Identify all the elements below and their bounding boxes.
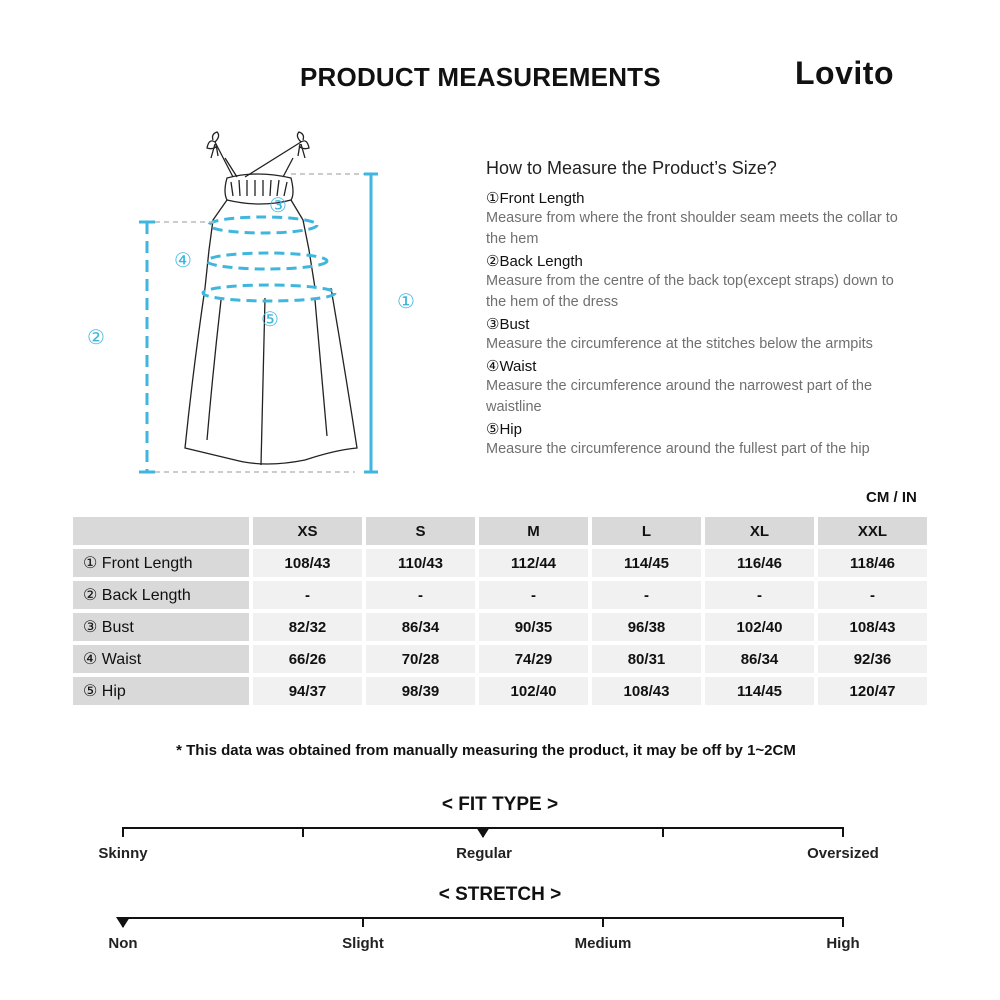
measurement-note: * This data was obtained from manually measuring the product, it may be off by 1~2CM — [176, 742, 796, 759]
guide-heading: How to Measure the Product’s Size? — [486, 158, 777, 178]
table-cell: 74/29 — [479, 645, 588, 673]
table-cell: 90/35 — [479, 613, 588, 641]
table-cell: 98/39 — [366, 677, 475, 705]
fit-label-oversized: Oversized — [807, 845, 879, 862]
guide-bust-desc: Measure the circumference at the stitches below the armpits — [486, 336, 873, 352]
guide-hip-desc: Measure the circumference around the fullest part of the hip — [486, 441, 870, 457]
stretch-label-high: High — [826, 935, 860, 952]
table-cell: - — [253, 581, 362, 609]
guide-back-length-desc: Measure from the centre of the back top(except straps) down to the hem of the dress — [486, 273, 894, 310]
row-label: ⑤ Hip — [73, 677, 249, 705]
table-cell: 112/44 — [479, 549, 588, 577]
guide-waist-title: ④Waist — [486, 358, 537, 375]
table-cell: 92/36 — [818, 645, 927, 673]
fit-tick — [122, 827, 124, 837]
label-bust: ③ — [269, 195, 287, 217]
stretch-selected-marker — [116, 917, 130, 928]
fit-tick — [302, 827, 304, 837]
table-corner — [73, 517, 249, 545]
guide-back-length-title: ②Back Length — [486, 253, 583, 270]
table-row — [73, 677, 927, 705]
guide-waist-desc: Measure the circumference around the narrowest part of the waistline — [486, 378, 873, 415]
table-cell: - — [592, 581, 701, 609]
dress-diagram — [75, 130, 435, 490]
table-cell: - — [366, 581, 475, 609]
row-label: ② Back Length — [73, 581, 249, 609]
length-guides — [139, 174, 378, 472]
label-front-length: ① — [397, 291, 415, 313]
table-cell: 108/43 — [818, 613, 927, 641]
size-table — [69, 513, 931, 709]
stretch-label-non: Non — [108, 935, 138, 952]
guide-front-length-title: ①Front Length — [486, 190, 585, 207]
guide-bust-title: ③Bust — [486, 316, 530, 333]
size-header: XS — [253, 517, 362, 545]
table-cell: 108/43 — [253, 549, 362, 577]
dress-straps — [207, 132, 309, 177]
table-cell: - — [705, 581, 814, 609]
label-hip: ⑤ — [261, 309, 279, 331]
table-row — [73, 613, 927, 641]
table-cell: 86/34 — [705, 645, 814, 673]
fit-selected-marker — [476, 827, 490, 838]
unit-label: CM / IN — [866, 489, 917, 506]
fit-tick — [662, 827, 664, 837]
table-cell: 66/26 — [253, 645, 362, 673]
table-cell: 114/45 — [705, 677, 814, 705]
table-row — [73, 549, 927, 577]
table-row — [73, 581, 927, 609]
table-cell: 94/37 — [253, 677, 362, 705]
fit-type-title: < FIT TYPE > — [441, 794, 559, 815]
label-back-length: ② — [87, 327, 105, 349]
table-row — [73, 645, 927, 673]
table-cell: 116/46 — [705, 549, 814, 577]
table-cell: 118/46 — [818, 549, 927, 577]
stretch-title: < STRETCH > — [438, 884, 562, 905]
table-cell: 82/32 — [253, 613, 362, 641]
row-label: ① Front Length — [73, 549, 249, 577]
stretch-scale-line — [122, 917, 844, 919]
guide-hip-title: ⑤Hip — [486, 421, 522, 438]
table-cell: 102/40 — [479, 677, 588, 705]
measure-rings — [203, 217, 335, 301]
table-cell: 96/38 — [592, 613, 701, 641]
row-label: ③ Bust — [73, 613, 249, 641]
size-header: S — [366, 517, 475, 545]
row-label: ④ Waist — [73, 645, 249, 673]
table-cell: - — [818, 581, 927, 609]
stretch-tick — [602, 917, 604, 927]
size-header: XXL — [818, 517, 927, 545]
table-cell: - — [479, 581, 588, 609]
table-header-row — [73, 517, 927, 545]
table-cell: 70/28 — [366, 645, 475, 673]
fit-label-skinny: Skinny — [98, 845, 148, 862]
guide-front-length-desc: Measure from where the front shoulder seam meets the collar to the hem — [486, 210, 898, 247]
table-cell: 120/47 — [818, 677, 927, 705]
brand-logo: Lovito — [795, 55, 894, 91]
fit-tick — [842, 827, 844, 837]
page-title: PRODUCT MEASUREMENTS — [300, 62, 661, 92]
table-cell: 114/45 — [592, 549, 701, 577]
table-cell: 102/40 — [705, 613, 814, 641]
stretch-label-medium: Medium — [574, 935, 632, 952]
label-waist: ④ — [174, 250, 192, 272]
stretch-tick — [362, 917, 364, 927]
table-cell: 80/31 — [592, 645, 701, 673]
size-header: L — [592, 517, 701, 545]
table-cell: 86/34 — [366, 613, 475, 641]
size-header: M — [479, 517, 588, 545]
table-cell: 108/43 — [592, 677, 701, 705]
size-header: XL — [705, 517, 814, 545]
stretch-tick — [842, 917, 844, 927]
table-cell: 110/43 — [366, 549, 475, 577]
stretch-label-slight: Slight — [342, 935, 384, 952]
fit-label-regular: Regular — [456, 845, 512, 862]
